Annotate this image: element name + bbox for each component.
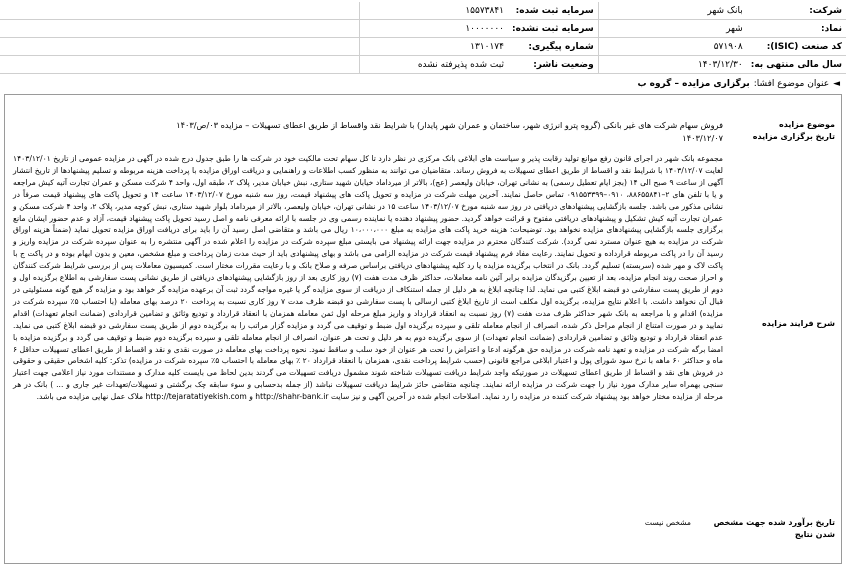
info-row bbox=[0, 38, 846, 56]
publisher-status-label: وضعیت ناشر: bbox=[508, 56, 598, 74]
subject-text: فروش سهام شرکت های غیر بانکی (گروه پترو انرژی شهر، ساختمان و عمران شهر پایدار) با شرایط نقد واقساط از طریق اعطای تسهیلات – مزایده ۰۳/ص/۱۴۰۳ bbox=[176, 120, 723, 130]
subject-label: موضوع مزایده bbox=[779, 120, 835, 129]
date-label: تاریخ برگزاری مزایده bbox=[752, 132, 835, 141]
process-label: شرح فرایند مزایده bbox=[761, 319, 835, 328]
symbol-label: نماد: bbox=[747, 20, 846, 38]
process-text bbox=[13, 153, 723, 403]
publisher-status-value: ثبت شده پذیرفته نشده bbox=[359, 56, 508, 74]
auction-process-row bbox=[5, 153, 841, 513]
registered-capital-label: سرمایه ثبت شده: bbox=[508, 2, 598, 20]
unregistered-capital-value: ۱۰۰۰۰۰۰۰ bbox=[359, 20, 508, 38]
tracking-value: ۱۳۱۰۱۷۴ bbox=[359, 38, 508, 56]
tejarat-site-link[interactable]: http://tejaratatiyekish.com bbox=[145, 392, 247, 402]
company-info-table bbox=[0, 2, 846, 74]
subject-title: برگزاری مزایده – گروه ب bbox=[637, 79, 750, 89]
date-text: ۱۴۰۳/۱۲/۰۷ bbox=[682, 133, 723, 143]
auction-subject-row bbox=[5, 119, 841, 149]
info-row bbox=[0, 20, 846, 38]
fiscal-year-label: سال مالی منتهی به: bbox=[747, 56, 846, 74]
symbol-value: شهر bbox=[598, 20, 747, 38]
fiscal-year-value: ۱۴۰۳/۱۲/۳۰ bbox=[598, 56, 747, 74]
info-row bbox=[0, 56, 846, 74]
auction-details-box bbox=[4, 94, 842, 564]
info-filler bbox=[0, 2, 359, 20]
result-label: تاریخ برآورد شده جهت مشخص شدن نتایج bbox=[713, 518, 835, 539]
tracking-label: شماره پیگیری: bbox=[508, 38, 598, 56]
info-filler bbox=[0, 56, 359, 74]
registered-capital-value: ۱۵۵۷۳۸۴۱ bbox=[359, 2, 508, 20]
isic-value: ۵۷۱۹۰۸ bbox=[598, 38, 747, 56]
unregistered-capital-label: سرمایه ثبت نشده: bbox=[508, 20, 598, 38]
process-text-body: مجموعه بانک شهر در اجرای قانون رفع موانع تولید رقابت پذیر و سیاست های ابلاغی بانک مرکزی در نظر دارد تا کل سهام تحت مالکیت خود در شرکت ها را طبق جدول درج شده در آگهی در مزایده عمومی از تاریخ ۱۴۰۳/۱۲/۰۱ لغایت ۱۴۰۳/۱۲/۰۷ با شرایط نقد و اقساط از طریق اعطای تسهیلات به فروش رساند. متقاضیان می توانند به منظور کسب اطلاعات و راهنمایی و دریافت اوراق مزایده با پرداخت هزینه مربوطه و تسلیم پیشنهادها از تاریخ انتشار آگهی از ساعت ۹ صبح الی ۱۴ (بجز ایام تعطیل رسمی) به نشانی تهران، خیابان ولیعصر (عج)، بالاتر از میرداماد خیابان شهید ستاری، نبش خیابان مدیر، پلاک ۲، طبقه اول، واحد ۴ شرکت مسکن و عمران تجارت آتیه کیش مراجعه و یا با تلفن های ۲–۸۸۶۵۵۸۴۱، ۰۹۱۰–۰۹۱۵۵۳۳۹۹ تماس حاصل نمایند. آخرین مهلت شرکت در مزایده و تحویل پاکت های پیشنهاد قیمت، روز سه شنبه مورخ ۱۴۰۳/۱۲/۰۷ ساعت ۱۴ و تحویل پاکت های پیشنهاد قیمت صرفاً در نشانی مذکور می باشد. جلسه بازگشایی پیشنهادهای دریافتی در روز سه شنبه مورخ ۱۴۰۳/۱۲/۰۷ ساعت ۱۵ در نشانی تهران، خیابان ولیعصر، بالاتر از میرداماد بلوار شهید ستاری، نبش کوچه مدیر، پلاک ۲، واحد ۴ شرکت مسکن و عمران تجارت آتیه کیش تشکیل و پیشنهادهای دریافتی مفتوح و قرائت خواهد گردید. حضور پیشنهاد دهنده یا نماینده رسمی وی در جلسه با ارائه معرفی نامه و اصل رسید تحویل پاکت پیشنهاد قیمت، آزاد و عدم حضور ایشان مانع برگزاری جلسه بازگشایی پیشنهادهای مزایده نخواهد بود. توضیحات: هزینه خرید پاکت های مزایده به مبلغ ۱۰،۰۰۰،۰۰۰ ریال می باشد و متقاضی اصل رسید آن را باید برای دریافت اوراق مزایده تحویل نماید (ضمناً هزینه اوراق شرکت در مزایده به هیچ عنوان مسترد نمی گردد). شرکت کنندگان محترم در مزایده جهت ارائه پیشنهاد می بایستی مبلغ سپرده شرکت در مزایده را اعلام شده در آگهی منتشره را به عنوان سپرده شرکت در مزایده واریز و رسید آن را در پاکت مربوطه قرارداده و تحویل نمایند. رعایت مفاد فرم پیشنهاد قیمت شرکت در مزایده الزامی می باشد و بهای پیشنهادی باید از حیث مدت زمان پرداخت و مبلغ مشخص، معین و بدون ابهام بوده و در پاکت ج با پاکت لاک و مهر شده (سربسته) تسلیم گردد. بانک در انتخاب برگزیده مزایده یا رد کلیه پیشنهادهای دریافتی براساس صرفه و صلاح بانک و با رعایت مقررات مختار است. کمیسیون معاملات پس از بررسی شرایط شرکت کنندگان و احراز صحت روند انجام مزایده، بعد از تعیین برگزیدگان مزایده برابر آئین نامه معاملات، حداکثر ظرف مدت هفت (۷) روز کاری بعد از روز بازگشایی پیشنهادهای دریافتی از طریق نشانی پست سفارشی به اطلاع برگزیده اول و دوم از طریق پست سفارشی دو قبضه ابلاغ کتبی می نماید. لذا چنانچه ابلاغ به هر دلیل از جمله استنکاف از دریافت از سوی مزایده گر یا غیره مواجه گردد ثبت آن برعهده مزایده گر خواهد بود و مزایده گر هیچ گونه مسئولیتی در قبال آن نخواهد داشت. با اعلام نتایج مزایده، برگزیده اول مکلف است از تاریخ ابلاغ کتبی ارسالی با پست سفارشی دو قبضه ظرف مدت ۷ روز کاری نسبت به پرداخت ۲۰ درصد بهای معامله (با احتساب ۵٪ سپرده شرکت در مزایده) اقدام و با مراجعه به بانک شهر حداکثر ظرف مدت هفت (۷) روز نسبت به انعقاد قرارداد و واریز مبلغ مرحله اول ثمن معامله همزمان با انعقاد قرارداد و تودیع وثائق و تضامین قراردادی (ضمانت انجام تعهدات) اقدام نمایید و در صورت امتناع از انجام مراحل ذکر شده، انصراف از انجام معامله تلقی و سپرده برگزیده اول ضبط و توقیف می گردد و مزایده گزار مراتب را به برگزیده دوم از طریق پست سفارشی دو قبضه ابلاغ کتبی می نماید. عدم انعقاد قرارداد و تودیع وثائق و تضامین قراردادی (ضمانت انجام تعهدات) از سوی برگزیده دوم به هر دلیل و تحت هر عنوان، انصراف از انجام معامله تلقی و سپرده برگزیده دوم ضبط و توقیف می گردد و برگزیده مزایده با امضا برگه شرکت در مزایده و تعهد نامه شرکت در مزایده حق هرگونه ادعا و اعتراض را تحت هر عنوان از خود سلب و ساقط نمود. نحوه پرداخت بهای معامله در صورت نقدی و نقد و اقساط از طریق اعطای تسهیلات حداقل ۶ ماه و حداکثر ۶۰ ماهه با نرخ سود شورای پول و اعتبار ابلاغی مراجع قانونی (حسب شرایط پرداخت نقدی، همزمان با انعقاد قرارداد ۲۰ ٪ بهای معامله با احتساب ۵٪ سپرده شرکت در مزایده) تذکر: کلیه اشخاص حقیقی و حقوقی در فروش های نقد و اقساط از طریق اعطای تسهیلات در صورتیکه واجد شرایط دریافت تسهیلات شناخته شوند مشمول دریافت تسهیلات می گردند بدین لحاظ می بایست کلیه مدارک و مستندات مورد نیاز اعلامی جهت اعتبار سنجی بهمراه سایر مدارک مورد نیاز را جهت شرکت در مزایده ارائه نمایند. چنانچه متقاضی حائز شرایط دریافت تسهیلات نباشد (از جمله بدحسابی و سوء سابقه چک برگشتی و تسهیلات/تعهدات غیر جاری و ... ) بانک در هر مرحله از مزایده مختار خواهد بود پیشنهاد شرکت کننده در مزایده را رد نماید. اصلاحات انجام شده در آخرین آگهی و نیز سایت bbox=[13, 154, 724, 402]
info-filler bbox=[0, 20, 359, 38]
site-separator: و bbox=[249, 392, 253, 402]
auction-subject-labels bbox=[735, 119, 835, 143]
result-date-row bbox=[5, 517, 841, 537]
info-row bbox=[0, 2, 846, 20]
subject-prefix: عنوان موضوع افشا: bbox=[753, 79, 830, 89]
subject-line bbox=[4, 75, 840, 93]
arrow-left-icon: ◄ bbox=[833, 79, 840, 89]
bank-site-link[interactable]: http://shahr-bank.ir bbox=[255, 392, 329, 402]
process-text-end: ملاک عمل نهایی مزایده می باشد. bbox=[36, 392, 144, 402]
info-filler bbox=[0, 38, 359, 56]
company-value: بانک شهر bbox=[598, 2, 747, 20]
isic-label: کد صنعت (ISIC): bbox=[747, 38, 846, 56]
result-value: مشخص نیست bbox=[644, 518, 691, 527]
auction-subject-text bbox=[13, 119, 723, 145]
company-label: شرکت: bbox=[747, 2, 846, 20]
